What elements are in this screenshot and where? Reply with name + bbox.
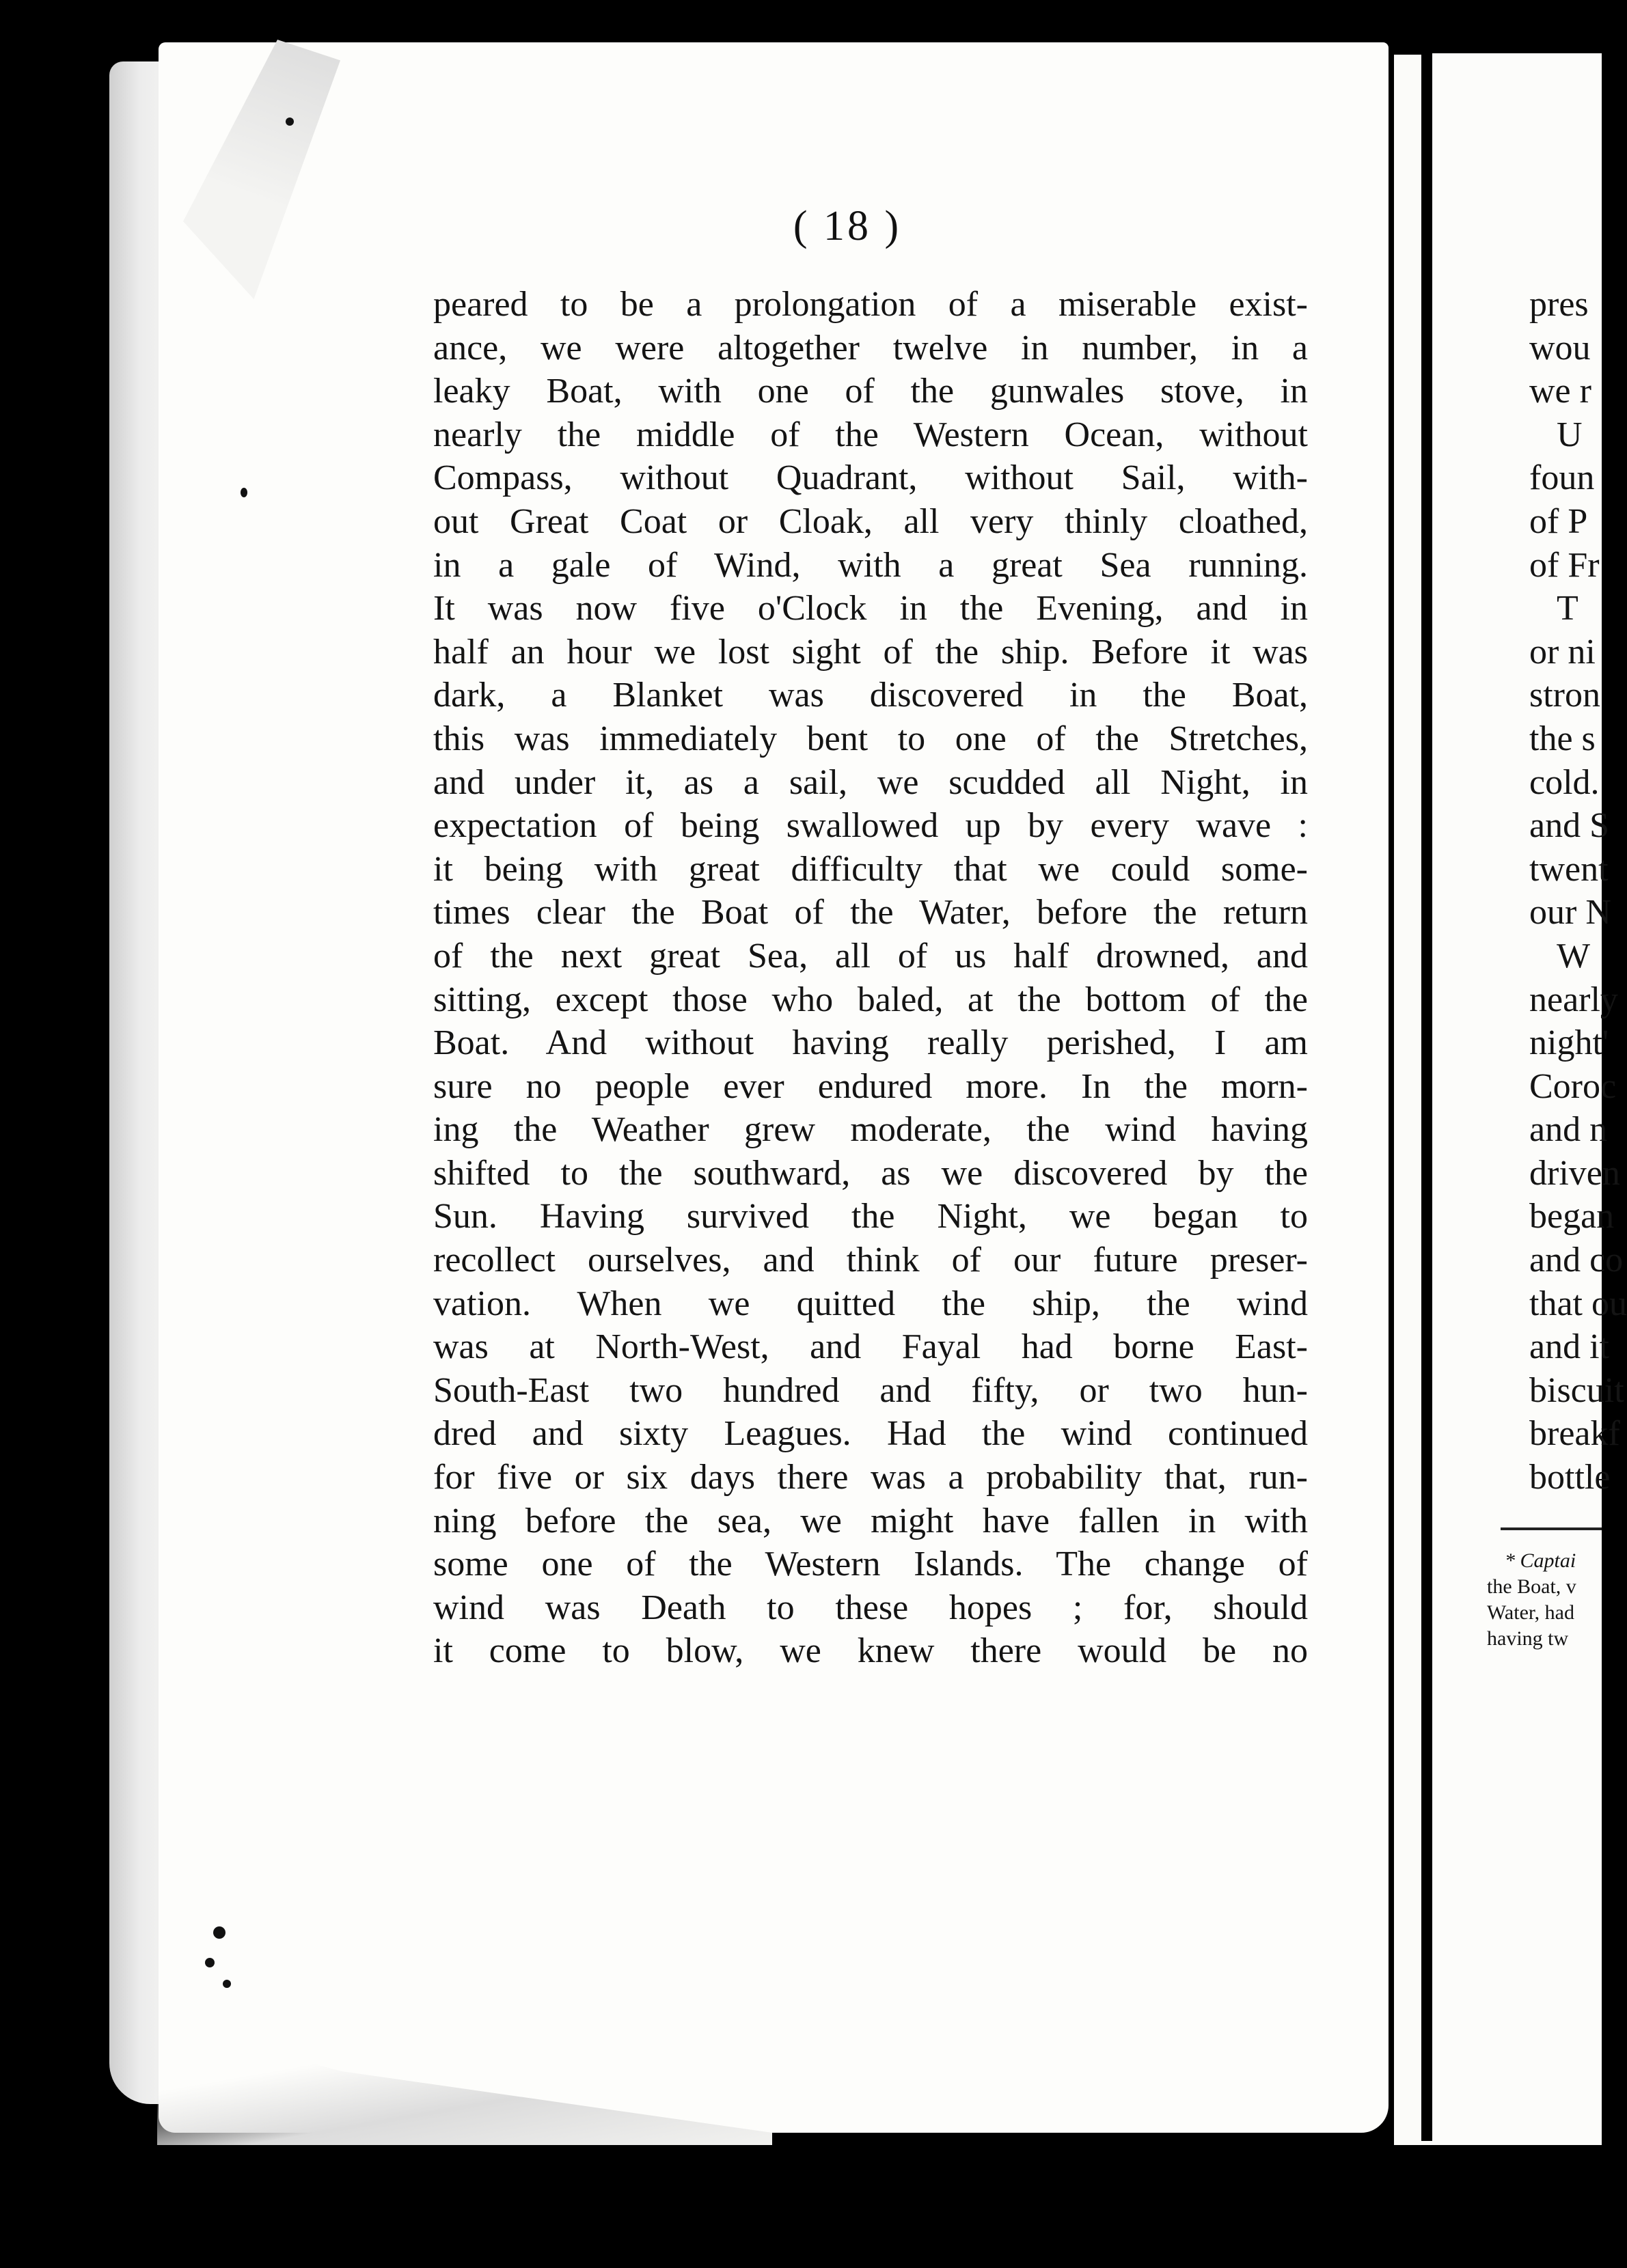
right-page-line: we r — [1529, 372, 1591, 411]
right-page-line: that ou — [1529, 1284, 1627, 1323]
text-line: sitting, except those who baled, at the bottom of the — [433, 980, 1308, 1019]
text-line: for five or six days there was a probability that, run- — [433, 1458, 1308, 1497]
right-page-line: night' — [1529, 1023, 1609, 1063]
right-page-line: stron — [1529, 676, 1600, 715]
right-page-line: twent — [1529, 849, 1609, 889]
ink-speck — [241, 488, 247, 497]
text-line: Boat. And without having really perished, I am — [433, 1023, 1308, 1063]
ink-speck — [213, 1926, 225, 1939]
text-line: out Great Coat or Cloak, all very thinly cloathed, — [433, 501, 1308, 541]
right-page-line: our N — [1529, 893, 1611, 932]
right-page-line: breakf — [1529, 1414, 1620, 1454]
text-line: it come to blow, we knew there would be no — [433, 1631, 1308, 1671]
text-line: South-East two hundred and fifty, or two hun- — [433, 1370, 1308, 1410]
right-page-line: bottle — [1529, 1458, 1611, 1497]
right-page-line: foun — [1529, 458, 1595, 498]
right-page-line: biscuit — [1529, 1370, 1624, 1410]
ink-speck — [205, 1958, 215, 1967]
text-line: expectation of being swallowed up by every wave : — [433, 806, 1308, 846]
right-page-text — [1529, 283, 1627, 1499]
right-page-line: and n — [1529, 1110, 1608, 1150]
footnote-line: the Boat, v — [1487, 1575, 1576, 1598]
text-line: peared to be a prolongation of a miserable exist- — [433, 285, 1308, 324]
text-line: half an hour we lost sight of the ship. Before it was — [433, 632, 1308, 672]
text-line: of the next great Sea, all of us half drowned, and — [433, 936, 1308, 976]
text-line: recollect ourselves, and think of our future preser- — [433, 1241, 1308, 1280]
footnote-line: Water, had — [1487, 1601, 1574, 1624]
ink-speck — [223, 1980, 231, 1988]
text-line: ning before the sea, we might have fallen in with — [433, 1501, 1308, 1540]
right-page-line: began — [1529, 1197, 1615, 1236]
text-line: leaky Boat, with one of the gunwales stove, in — [433, 372, 1308, 411]
text-line: It was now five o'Clock in the Evening, and in — [433, 589, 1308, 628]
text-line: sure no people ever endured more. In the morn- — [433, 1066, 1308, 1106]
text-line: it being with great difficulty that we could some- — [433, 849, 1308, 889]
right-page-line: Coroc — [1529, 1066, 1617, 1106]
text-line: vation. When we quitted the ship, the wind — [433, 1284, 1308, 1323]
text-line: this was immediately bent to one of the Stretches, — [433, 719, 1308, 758]
book-gutter — [1421, 51, 1432, 2141]
text-line: nearly the middle of the Western Ocean, without — [433, 415, 1308, 454]
right-page-line: driven — [1529, 1153, 1620, 1193]
footnote-rule — [1501, 1527, 1602, 1530]
text-line: and under it, as a sail, we scudded all Night, in — [433, 762, 1308, 802]
body-text — [433, 283, 1308, 1673]
right-page-line: and it — [1529, 1327, 1609, 1367]
page-number: ( 18 ) — [793, 203, 902, 249]
text-line: times clear the Boat of the Water, before the return — [433, 893, 1308, 932]
text-line: was at North-West, and Fayal had borne East- — [433, 1327, 1308, 1367]
right-page-line: the s — [1529, 719, 1596, 758]
right-page-line: cold. — [1529, 762, 1600, 802]
text-line: wind was Death to these hopes ; for, should — [433, 1588, 1308, 1627]
right-page-line: nearly — [1529, 980, 1618, 1019]
footnote-line: having tw — [1487, 1627, 1569, 1650]
text-line: in a gale of Wind, with a great Sea running. — [433, 545, 1308, 585]
right-page-line: U — [1557, 415, 1583, 454]
right-page-line: of P — [1529, 501, 1588, 541]
right-page-line: wou — [1529, 328, 1591, 368]
right-page-line: or ni — [1529, 632, 1596, 672]
right-page-line: T — [1557, 589, 1578, 628]
right-page-line: and co — [1529, 1241, 1624, 1280]
right-page-line: of Fr — [1529, 545, 1600, 585]
text-line: shifted to the southward, as we discovered by the — [433, 1153, 1308, 1193]
text-line: Compass, without Quadrant, without Sail, with- — [433, 458, 1308, 498]
right-page-line: W — [1557, 936, 1591, 976]
right-page-line: pres — [1529, 285, 1589, 324]
text-line: ance, we were altogether twelve in number, in a — [433, 328, 1308, 368]
text-line: some one of the Western Islands. The change of — [433, 1545, 1308, 1584]
footnote-line: * Captai — [1505, 1549, 1576, 1572]
text-line: dark, a Blanket was discovered in the Boat, — [433, 676, 1308, 715]
text-line: Sun. Having survived the Night, we began to — [433, 1197, 1308, 1236]
text-line: ing the Weather grew moderate, the wind having — [433, 1110, 1308, 1150]
text-line: dred and sixty Leagues. Had the wind continued — [433, 1414, 1308, 1454]
ink-speck — [286, 117, 294, 126]
right-page-footnotes — [1487, 1548, 1602, 1652]
right-page-line: and S — [1529, 806, 1609, 846]
